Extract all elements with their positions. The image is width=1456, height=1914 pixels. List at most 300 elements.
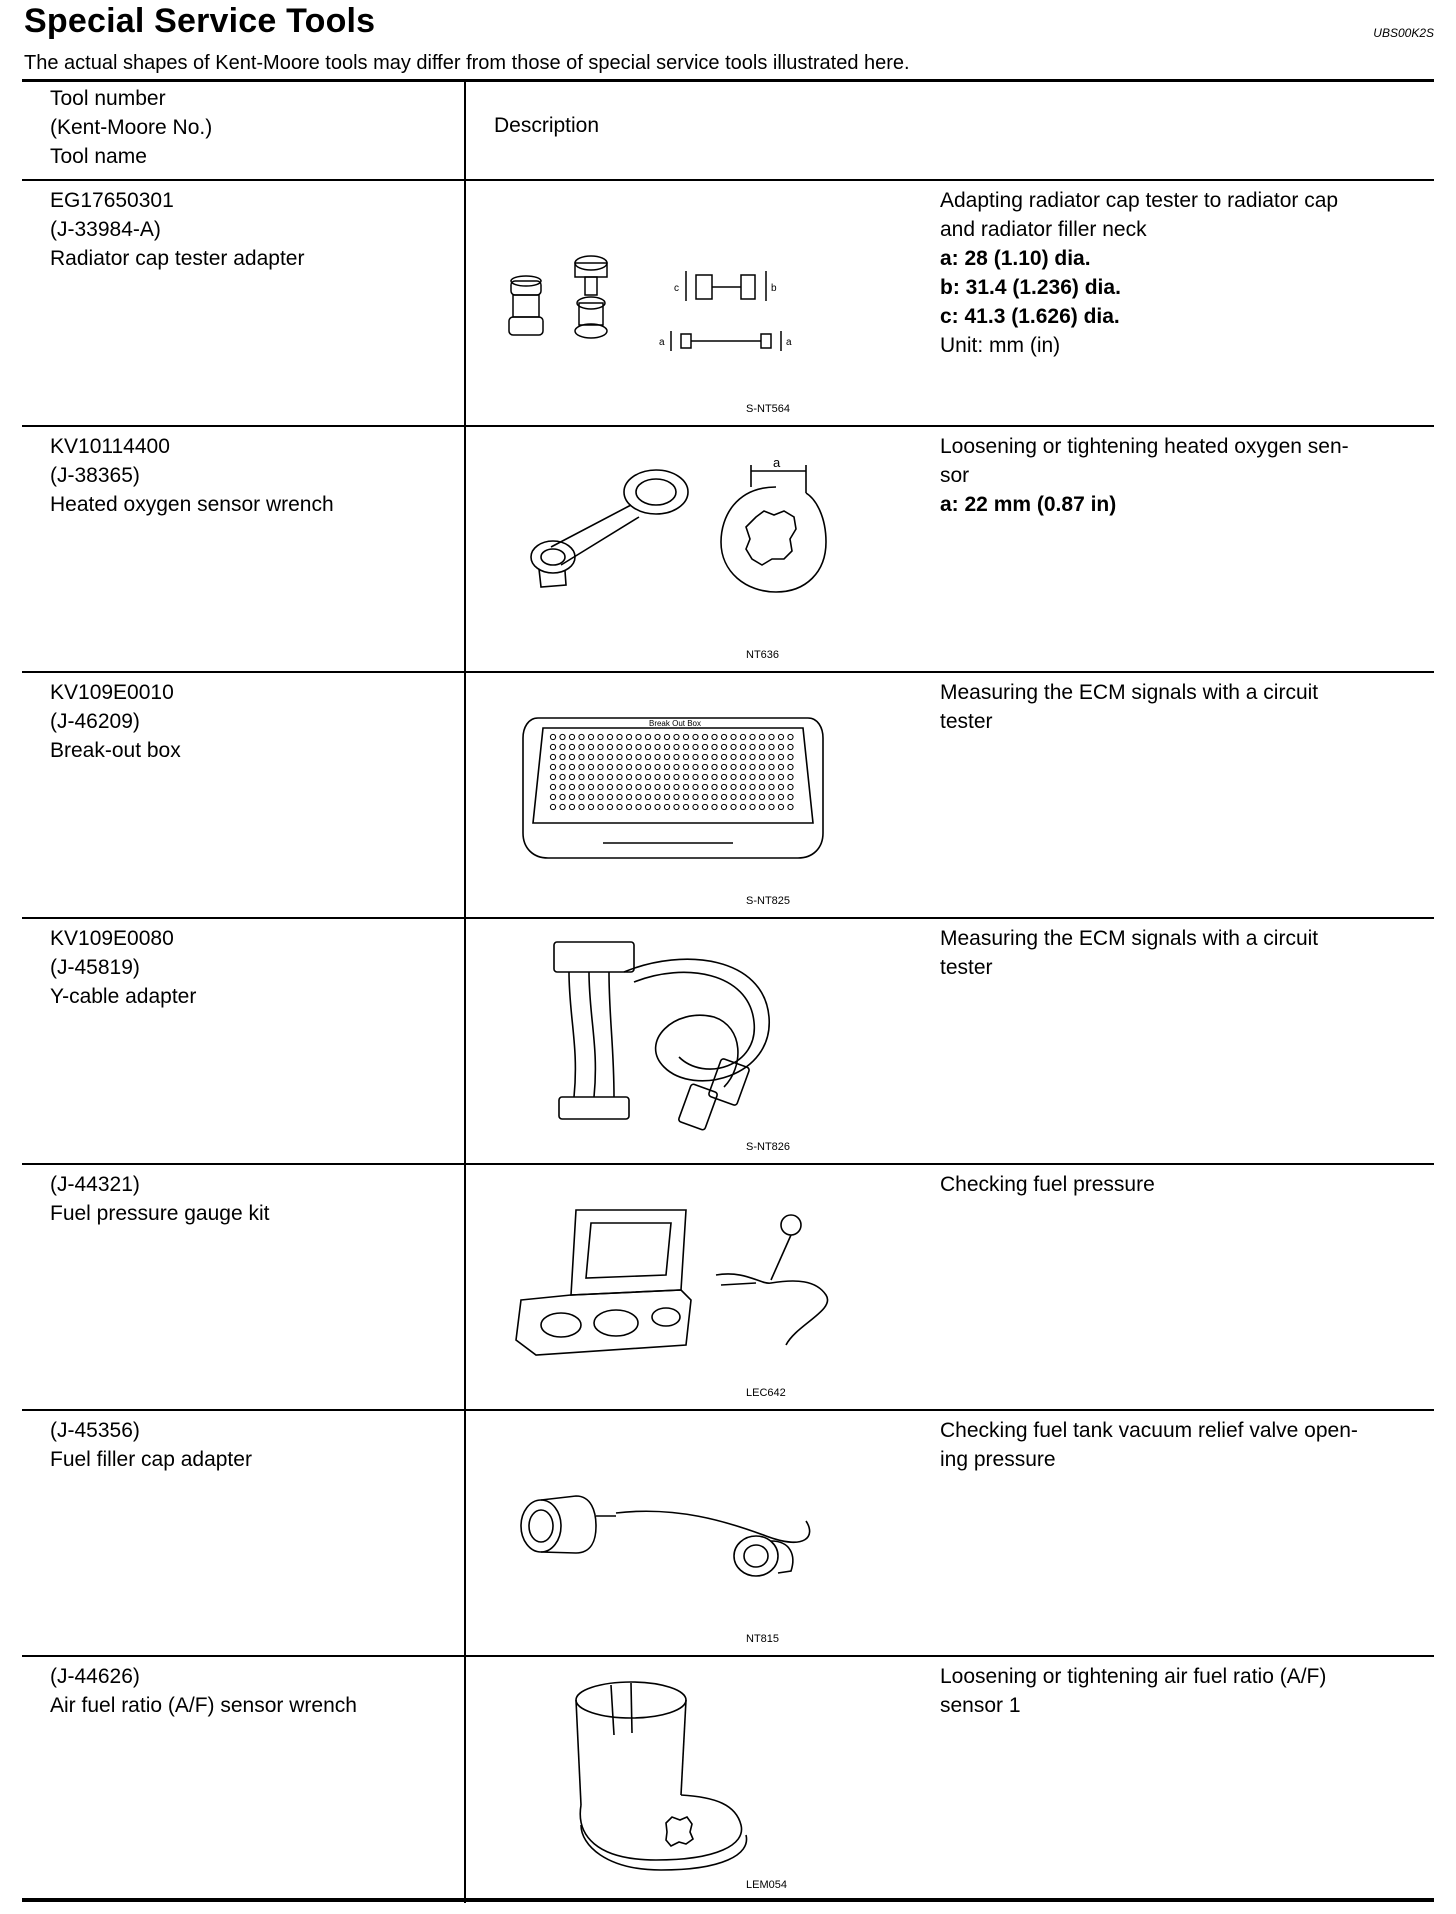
tool-name: Heated oxygen sensor wrench xyxy=(50,493,334,516)
table-row xyxy=(22,181,1434,427)
connector-pin-hole xyxy=(550,734,555,739)
break-out-box-illustration xyxy=(518,713,828,868)
connector-pin-hole xyxy=(607,744,612,749)
connector-pin-hole xyxy=(607,734,612,739)
connector-pin-hole xyxy=(636,764,641,769)
connector-pin-hole xyxy=(674,734,679,739)
connector-pin-hole xyxy=(588,794,593,799)
connector-pin-hole xyxy=(645,734,650,739)
connector-pin-hole xyxy=(674,744,679,749)
connector-pin-hole xyxy=(569,774,574,779)
connector-pin-hole xyxy=(664,734,669,739)
tool-cell xyxy=(22,1165,466,1409)
connector-pin-hole xyxy=(645,794,650,799)
description-cell xyxy=(466,1411,1434,1655)
tool-name: Y-cable adapter xyxy=(50,985,197,1008)
description-text xyxy=(940,1170,1402,1199)
connector-pin-hole xyxy=(674,784,679,789)
connector-pin-hole xyxy=(731,794,736,799)
connector-pin-hole xyxy=(655,784,660,789)
connector-pin-hole xyxy=(579,764,584,769)
connector-pin-hole xyxy=(617,764,622,769)
connector-pin-hole xyxy=(702,754,707,759)
connector-pin-hole xyxy=(712,804,717,809)
connector-pin-hole xyxy=(674,754,679,759)
table-header-row xyxy=(22,80,1434,181)
connector-pin-hole xyxy=(636,794,641,799)
connector-pin-hole xyxy=(740,754,745,759)
tool-number: KV109E0010 xyxy=(50,681,174,704)
connector-pin-hole xyxy=(598,784,603,789)
bottom-rule xyxy=(22,1898,1434,1902)
connector-pin-hole xyxy=(674,774,679,779)
description-line: Measuring the ECM signals with a circuit xyxy=(940,681,1319,704)
description-line: sensor 1 xyxy=(940,1694,1021,1717)
connector-pin-hole xyxy=(626,754,631,759)
tool-name: Radiator cap tester adapter xyxy=(50,247,305,270)
connector-pin-hole xyxy=(617,734,622,739)
connector-pin-hole xyxy=(598,734,603,739)
connector-pin-hole xyxy=(664,784,669,789)
figure-code: LEM054 xyxy=(746,1879,787,1891)
connector-pin-hole xyxy=(759,804,764,809)
description-line: Adapting radiator cap tester to radiator cap xyxy=(940,189,1339,212)
dimension-a: a: 28 (1.10) dia. xyxy=(940,247,1091,270)
radiator-cap-adapter-illustration xyxy=(501,241,841,366)
connector-pin-hole xyxy=(712,764,717,769)
connector-pin-hole xyxy=(645,744,650,749)
connector-pin-hole xyxy=(769,794,774,799)
connector-pin-hole xyxy=(560,744,565,749)
connector-pin-hole xyxy=(750,804,755,809)
kent-moore-number: (J-38365) xyxy=(50,464,140,487)
description-line: Measuring the ECM signals with a circuit xyxy=(940,927,1319,950)
connector-pin-hole xyxy=(693,774,698,779)
connector-pin-hole xyxy=(759,764,764,769)
connector-pin-hole xyxy=(712,774,717,779)
connector-pin-hole xyxy=(626,744,631,749)
connector-pin-hole xyxy=(693,794,698,799)
description-text xyxy=(940,1662,1402,1720)
connector-pin-hole xyxy=(569,734,574,739)
connector-pin-hole xyxy=(655,734,660,739)
connector-pin-hole xyxy=(683,764,688,769)
connector-pin-hole xyxy=(769,774,774,779)
description-cell xyxy=(466,1657,1434,1903)
label-b: b xyxy=(771,283,777,294)
figure-code: NT636 xyxy=(746,649,780,661)
connector-pin-hole xyxy=(721,754,726,759)
connector-pin-hole xyxy=(740,794,745,799)
connector-pin-hole xyxy=(645,774,650,779)
connector-pin-hole xyxy=(569,744,574,749)
connector-pin-hole xyxy=(788,774,793,779)
connector-pin-hole xyxy=(759,784,764,789)
connector-pin-hole xyxy=(626,774,631,779)
connector-pin-hole xyxy=(693,734,698,739)
connector-pin-hole xyxy=(550,784,555,789)
connector-pin-hole xyxy=(560,754,565,759)
connector-pin-hole xyxy=(598,774,603,779)
connector-pin-hole xyxy=(579,754,584,759)
connector-pin-hole xyxy=(607,804,612,809)
connector-pin-hole xyxy=(683,734,688,739)
connector-pin-hole xyxy=(740,784,745,789)
connector-pin-hole xyxy=(750,784,755,789)
connector-pin-hole xyxy=(626,794,631,799)
connector-pin-hole xyxy=(778,734,783,739)
description-text xyxy=(940,1416,1402,1474)
connector-pin-hole xyxy=(560,774,565,779)
page-title: Special Service Tools xyxy=(24,2,376,40)
connector-pin-hole xyxy=(617,744,622,749)
connector-pin-hole xyxy=(769,784,774,789)
tool-name: Fuel pressure gauge kit xyxy=(50,1202,270,1225)
connector-pin-hole xyxy=(778,784,783,789)
connector-pin-hole xyxy=(721,794,726,799)
tool-number: KV109E0080 xyxy=(50,927,174,950)
connector-pin-hole xyxy=(702,784,707,789)
connector-pin-hole xyxy=(683,774,688,779)
dimension-c: c: 41.3 (1.626) dia. xyxy=(940,305,1120,328)
connector-pin-hole xyxy=(788,784,793,789)
description-line: Checking fuel pressure xyxy=(940,1173,1155,1196)
kent-moore-number: (J-45819) xyxy=(50,956,140,979)
connector-pin-hole xyxy=(664,764,669,769)
connector-pin-hole xyxy=(750,734,755,739)
y-cable-adapter-illustration xyxy=(544,937,794,1142)
label-a-left: a xyxy=(659,337,665,348)
connector-pin-hole xyxy=(731,774,736,779)
description-line: tester xyxy=(940,710,993,733)
oxygen-sensor-wrench-illustration xyxy=(521,457,841,612)
connector-pin-hole xyxy=(636,804,641,809)
connector-pin-hole xyxy=(588,764,593,769)
connector-pin-hole xyxy=(712,784,717,789)
connector-pin-hole xyxy=(712,754,717,759)
connector-pin-hole xyxy=(579,774,584,779)
figure-code: S-NT826 xyxy=(746,1141,791,1153)
connector-pin-hole xyxy=(788,804,793,809)
fuel-filler-cap-adapter-illustration xyxy=(516,1481,846,1596)
connector-pin-hole xyxy=(683,744,688,749)
connector-pin-hole xyxy=(626,734,631,739)
connector-pin-hole xyxy=(664,774,669,779)
connector-pin-hole xyxy=(674,764,679,769)
connector-pin-hole xyxy=(702,744,707,749)
connector-pin-hole xyxy=(655,764,660,769)
connector-pin-hole xyxy=(702,734,707,739)
connector-pin-hole xyxy=(712,734,717,739)
connector-pin-hole xyxy=(560,784,565,789)
tool-cell xyxy=(22,1411,466,1655)
connector-pin-hole xyxy=(702,764,707,769)
connector-pin-hole xyxy=(569,804,574,809)
connector-pin-hole xyxy=(550,744,555,749)
connector-pin-hole xyxy=(778,794,783,799)
connector-pin-hole xyxy=(664,744,669,749)
connector-pin-hole xyxy=(769,744,774,749)
connector-pin-hole xyxy=(740,744,745,749)
connector-pin-hole xyxy=(740,774,745,779)
connector-pin-hole xyxy=(702,794,707,799)
connector-pin-hole xyxy=(778,744,783,749)
connector-pin-hole xyxy=(664,754,669,759)
connector-pin-hole xyxy=(721,744,726,749)
table-row xyxy=(22,427,1434,673)
connector-pin-hole xyxy=(598,754,603,759)
description-cell xyxy=(466,1165,1434,1409)
connector-pin-hole xyxy=(550,754,555,759)
connector-pin-hole xyxy=(569,754,574,759)
connector-pin-hole xyxy=(693,784,698,789)
tool-number: EG17650301 xyxy=(50,189,174,212)
connector-pin-hole xyxy=(655,774,660,779)
connector-pin-hole xyxy=(778,754,783,759)
connector-pin-hole xyxy=(731,784,736,789)
description-line: Loosening or tightening air fuel ratio (A/F) xyxy=(940,1665,1327,1688)
connector-pin-hole xyxy=(788,744,793,749)
connector-pin-hole xyxy=(588,744,593,749)
kent-moore-number: (J-45356) xyxy=(50,1419,140,1442)
table-row xyxy=(22,673,1434,919)
connector-pin-hole xyxy=(598,764,603,769)
kent-moore-number: (J-46209) xyxy=(50,710,140,733)
connector-pin-hole xyxy=(693,804,698,809)
description-line: and radiator filler neck xyxy=(940,218,1147,241)
connector-pin-hole xyxy=(636,734,641,739)
table-row xyxy=(22,1657,1434,1903)
header-description: Description xyxy=(494,114,600,137)
kent-moore-number: (J-44626) xyxy=(50,1665,140,1688)
tools-table xyxy=(22,80,1434,1903)
tool-cell xyxy=(22,1657,466,1903)
connector-pin-hole xyxy=(759,774,764,779)
description-cell xyxy=(466,181,1434,425)
kent-moore-number: (J-44321) xyxy=(50,1173,140,1196)
connector-pin-hole xyxy=(550,764,555,769)
box-label: Break Out Box xyxy=(648,719,702,728)
connector-pin-hole xyxy=(721,764,726,769)
tool-name: Fuel filler cap adapter xyxy=(50,1448,252,1471)
connector-pin-hole xyxy=(788,794,793,799)
connector-pin-hole xyxy=(693,744,698,749)
connector-pin-hole xyxy=(712,794,717,799)
connector-pin-hole xyxy=(617,774,622,779)
connector-pin-hole xyxy=(750,794,755,799)
document-code: UBS00K2S xyxy=(1373,26,1434,40)
connector-pin-hole xyxy=(636,754,641,759)
description-line: tester xyxy=(940,956,993,979)
connector-pin-hole xyxy=(645,764,650,769)
connector-pin-hole xyxy=(607,774,612,779)
connector-pin-hole xyxy=(750,764,755,769)
connector-pin-hole xyxy=(693,764,698,769)
connector-pin-hole xyxy=(607,784,612,789)
connector-pin-hole xyxy=(750,754,755,759)
connector-pin-hole xyxy=(721,734,726,739)
connector-pin-hole xyxy=(750,774,755,779)
connector-pin-hole xyxy=(683,754,688,759)
connector-pin-hole xyxy=(731,744,736,749)
figure-code: S-NT825 xyxy=(746,895,791,907)
connector-pin-hole xyxy=(702,804,707,809)
header-description-column xyxy=(466,80,1434,179)
connector-pin-hole xyxy=(588,734,593,739)
connector-pin-hole xyxy=(674,804,679,809)
description-cell xyxy=(466,673,1434,917)
connector-pin-hole xyxy=(778,764,783,769)
dimension-a: a: 22 mm (0.87 in) xyxy=(940,493,1117,516)
header-tool-number: Tool number xyxy=(50,87,166,110)
connector-pin-hole xyxy=(550,794,555,799)
connector-pin-hole xyxy=(626,804,631,809)
connector-pin-hole xyxy=(645,804,650,809)
connector-pin-hole xyxy=(617,794,622,799)
tool-name: Air fuel ratio (A/F) sensor wrench xyxy=(50,1694,357,1717)
header-tool-name: Tool name xyxy=(50,145,147,168)
connector-pin-hole xyxy=(645,754,650,759)
connector-pin-hole xyxy=(560,804,565,809)
connector-pin-hole xyxy=(579,794,584,799)
connector-pin-hole xyxy=(626,784,631,789)
connector-pin-hole xyxy=(607,754,612,759)
description-line: sor xyxy=(940,464,970,487)
connector-pin-hole xyxy=(683,804,688,809)
connector-pin-hole xyxy=(579,804,584,809)
tool-cell xyxy=(22,181,466,425)
connector-pin-hole xyxy=(674,794,679,799)
connector-pin-hole xyxy=(655,754,660,759)
connector-pin-hole xyxy=(579,744,584,749)
connector-pin-hole xyxy=(740,804,745,809)
connector-pin-hole xyxy=(712,744,717,749)
description-text xyxy=(940,678,1402,736)
connector-pin-hole xyxy=(731,754,736,759)
connector-pin-hole xyxy=(721,774,726,779)
connector-pin-hole xyxy=(598,804,603,809)
connector-pin-hole xyxy=(560,794,565,799)
connector-pin-hole xyxy=(579,734,584,739)
connector-pin-hole xyxy=(655,744,660,749)
connector-pin-hole xyxy=(655,804,660,809)
connector-pin-hole xyxy=(721,784,726,789)
connector-pin-hole xyxy=(721,804,726,809)
connector-pin-hole xyxy=(788,764,793,769)
connector-pin-hole xyxy=(636,744,641,749)
connector-pin-hole xyxy=(731,804,736,809)
connector-pin-hole xyxy=(636,774,641,779)
connector-pin-hole xyxy=(617,784,622,789)
connector-pin-hole xyxy=(759,744,764,749)
unit-note: Unit: mm (in) xyxy=(940,334,1061,357)
connector-pin-hole xyxy=(588,754,593,759)
connector-pin-hole xyxy=(569,794,574,799)
connector-pin-hole xyxy=(788,754,793,759)
fuel-pressure-gauge-kit-illustration xyxy=(516,1205,856,1380)
connector-pin-hole xyxy=(750,744,755,749)
connector-pin-hole xyxy=(769,764,774,769)
connector-pin-hole xyxy=(560,734,565,739)
dimension-b: b: 31.4 (1.236) dia. xyxy=(940,276,1121,299)
connector-pin-hole xyxy=(702,774,707,779)
connector-pin-hole xyxy=(693,754,698,759)
table-row xyxy=(22,1411,1434,1657)
connector-pin-hole xyxy=(607,794,612,799)
tool-name: Break-out box xyxy=(50,739,181,762)
figure-code: NT815 xyxy=(746,1633,780,1645)
connector-pin-hole xyxy=(778,774,783,779)
tool-cell xyxy=(22,673,466,917)
figure-code: LEC642 xyxy=(746,1387,786,1399)
connector-pin-hole xyxy=(588,804,593,809)
connector-pin-hole xyxy=(569,764,574,769)
description-cell xyxy=(466,919,1434,1163)
description-text xyxy=(940,186,1402,360)
connector-pin-hole xyxy=(655,794,660,799)
table-row xyxy=(22,1165,1434,1411)
tool-number: KV10114400 xyxy=(50,435,170,458)
connector-pin-hole xyxy=(778,804,783,809)
tool-cell xyxy=(22,427,466,671)
af-sensor-wrench-illustration xyxy=(566,1675,766,1880)
page-subtitle: The actual shapes of Kent-Moore tools may differ from those of special service tools illustrated here. xyxy=(24,52,910,74)
connector-pin-hole xyxy=(664,804,669,809)
description-line: ing pressure xyxy=(940,1448,1056,1471)
description-line: Loosening or tightening heated oxygen sen- xyxy=(940,435,1349,458)
connector-pin-hole xyxy=(550,804,555,809)
connector-pin-hole xyxy=(740,764,745,769)
connector-pin-hole xyxy=(617,754,622,759)
connector-pin-hole xyxy=(731,764,736,769)
label-a: a xyxy=(773,455,781,470)
connector-pin-hole xyxy=(759,794,764,799)
connector-pin-hole xyxy=(788,734,793,739)
connector-pin-hole xyxy=(769,734,774,739)
connector-pin-hole xyxy=(607,764,612,769)
connector-pin-hole xyxy=(683,784,688,789)
connector-pin-hole xyxy=(617,804,622,809)
header-kent-moore: (Kent-Moore No.) xyxy=(50,116,213,139)
connector-pin-hole xyxy=(588,784,593,789)
connector-pin-hole xyxy=(664,794,669,799)
description-line: Checking fuel tank vacuum relief valve open- xyxy=(940,1419,1358,1442)
description-cell xyxy=(466,427,1434,671)
description-text xyxy=(940,432,1402,519)
connector-pin-hole xyxy=(550,774,555,779)
description-text xyxy=(940,924,1402,982)
connector-pin-hole xyxy=(626,764,631,769)
connector-pin-hole xyxy=(579,784,584,789)
connector-pin-hole xyxy=(560,764,565,769)
connector-pin-hole xyxy=(731,734,736,739)
kent-moore-number: (J-33984-A) xyxy=(50,218,161,241)
header-tool-column xyxy=(22,80,466,179)
connector-pin-hole xyxy=(769,754,774,759)
label-c: c xyxy=(674,283,679,294)
label-a-right: a xyxy=(786,337,792,348)
connector-pin-hole xyxy=(740,734,745,739)
connector-pin-hole xyxy=(636,784,641,789)
tool-cell xyxy=(22,919,466,1163)
table-row xyxy=(22,919,1434,1165)
connector-pin-hole xyxy=(598,744,603,749)
connector-pin-hole xyxy=(598,794,603,799)
connector-pin-hole xyxy=(588,774,593,779)
connector-pin-hole xyxy=(645,784,650,789)
connector-pin-hole xyxy=(759,754,764,759)
connector-pin-hole xyxy=(569,784,574,789)
